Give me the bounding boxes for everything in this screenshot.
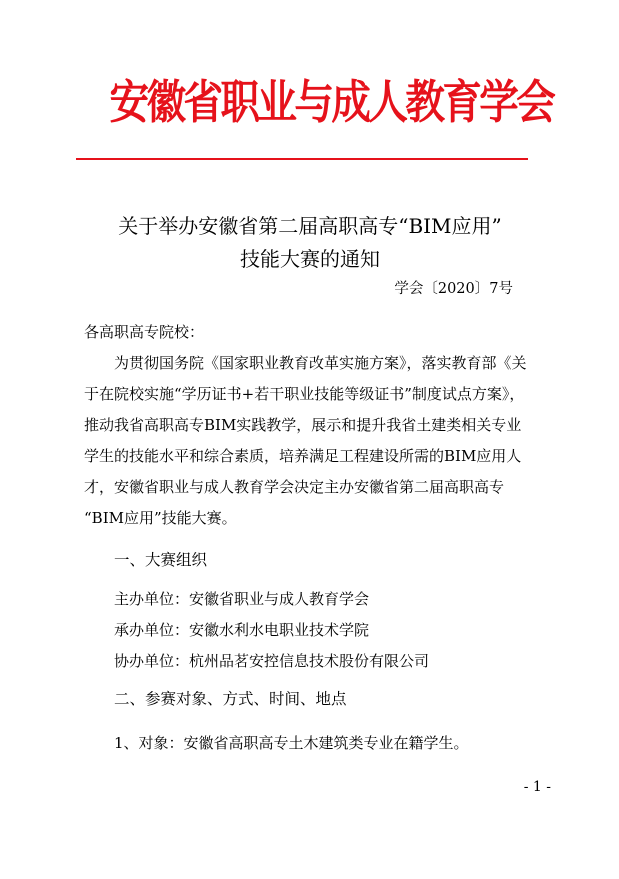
document-title-line-1: 关于举办安徽省第二届高职高专“BIM应用” xyxy=(118,214,502,238)
section-1-heading: 一、大赛组织 xyxy=(114,551,208,569)
intro-line: 于在院校实施“学历证书+若干职业技能等级证书”制度试点方案》， xyxy=(84,385,525,403)
intro-line: 为贯彻国务院《国家职业教育改革实施方案》，落实教育部《关 xyxy=(114,354,527,372)
page-number: - 1 - xyxy=(523,779,551,795)
participant-item: 1、对象：安徽省高职高专土木建筑类专业在籍学生。 xyxy=(114,734,469,752)
organizer-item: 承办单位：安徽水利水电职业技术学院 xyxy=(114,621,370,639)
intro-line: 才，安徽省职业与成人教育学会决定主办安徽省第二届高职高专 xyxy=(84,478,505,496)
organizer-item: 主办单位：安徽省职业与成人教育学会 xyxy=(114,590,370,608)
intro-line: “BIM应用”技能大赛。 xyxy=(84,509,237,527)
masthead-red-rule xyxy=(76,158,528,160)
section-2-heading: 二、参赛对象、方式、时间、地点 xyxy=(114,690,347,708)
intro-line: 学生的技能水平和综合素质，培养满足工程建设所需的BIM应用人 xyxy=(84,447,522,465)
masthead-organization-name: 安徽省职业与成人教育学会 xyxy=(109,75,554,129)
document-title-line-2: 技能大赛的通知 xyxy=(240,247,380,271)
salutation: 各高职高专院校： xyxy=(84,323,205,341)
document-number: 学会〔2020〕7号 xyxy=(394,281,513,297)
organizer-item: 协办单位：杭州品茗安控信息技术股份有限公司 xyxy=(114,652,430,670)
intro-line: 推动我省高职高专BIM实践教学，展示和提升我省土建类相关专业 xyxy=(84,416,522,434)
